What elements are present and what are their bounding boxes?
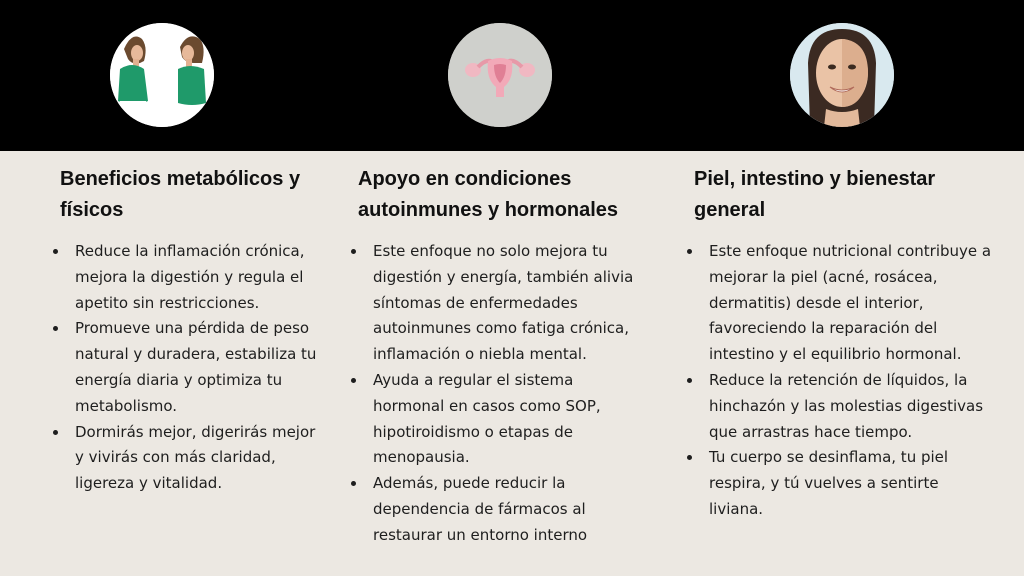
list-item: Reduce la retención de líquidos, la hinchazón y las molestias digestivas que arrastras hace tiempo. [694,368,994,445]
bullet-list [694,239,994,523]
column-autoimmune-hormonal [358,164,648,549]
list-item: Promueve una pérdida de peso natural y duradera, estabiliza tu energía diaria y optimiza tu metabolismo. [60,316,320,419]
bullet-list [358,239,648,549]
column-metabolic-benefits [60,164,320,497]
column-heading: Beneficios metabólicos y físicos [60,168,301,221]
list-item: Tu cuerpo se desinflama, tu piel respira, y tú vuelves a sentirte liviana. [694,445,994,522]
bullet-list [60,239,320,497]
column-heading: Apoyo en condiciones autoinmunes y hormonales [358,168,619,221]
column-skin-gut-wellbeing [694,164,994,523]
face-skin-image [790,23,894,127]
women-comparison-image [110,23,214,127]
list-item: Este enfoque nutricional contribuye a mejorar la piel (acné, rosácea, dermatitis) desde el interior, favoreciendo la reparación del intestino y el equilibrio hormonal. [694,239,994,368]
list-item: Reduce la inflamación crónica, mejora la digestión y regula el apetito sin restricciones. [60,239,320,316]
column-heading: Piel, intestino y bienestar general [694,168,936,221]
list-item: Ayuda a regular el sistema hormonal en casos como SOP, hipotiroidismo o etapas de menopausia. [358,368,648,471]
list-item: Este enfoque no solo mejora tu digestión y energía, también alivia síntomas de enfermedades autoinmunes como fatiga crónica, inflamación o niebla mental. [358,239,648,368]
uterus-icon [448,23,552,127]
list-item: Además, puede reducir la dependencia de fármacos al restaurar un entorno interno [358,471,648,548]
list-item: Dormirás mejor, digerirás mejor y vivirás con más claridad, ligereza y vitalidad. [60,420,320,497]
